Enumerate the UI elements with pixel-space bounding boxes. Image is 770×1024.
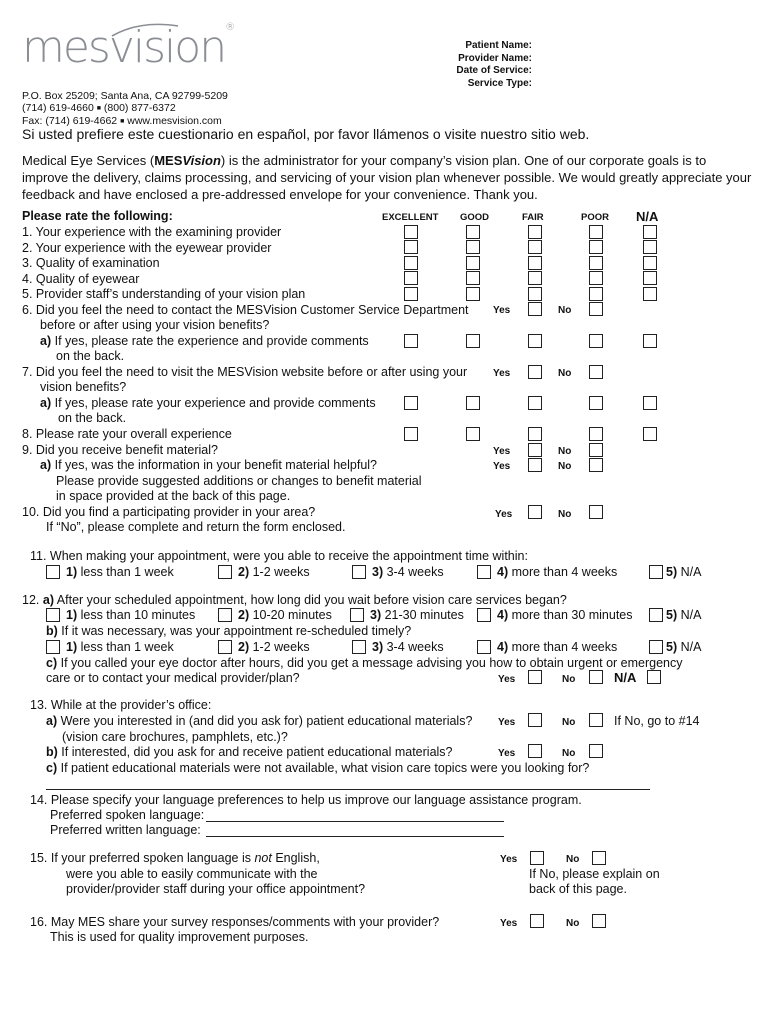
q12c-na-checkbox[interactable] [647, 670, 661, 684]
question-9: 9. Did you receive benefit material? [22, 443, 218, 457]
q8-excellent-checkbox[interactable] [404, 427, 418, 441]
q6-yes-label: Yes [493, 305, 511, 316]
column-excellent: EXCELLENT [382, 212, 439, 223]
question-11: 11. When making your appointment, were you able to receive the appointment time within: [30, 549, 528, 563]
q15-no-checkbox[interactable] [592, 851, 606, 865]
q2-good-checkbox[interactable] [466, 240, 480, 254]
question-16-line2: This is used for quality improvement purposes. [50, 930, 309, 944]
q8-poor-checkbox[interactable] [589, 427, 603, 441]
spanish-note: Si usted prefiere este cuestionario en español, por favor llámenos o visite nuestro sitio web. [22, 126, 590, 142]
q13a-no-label: No [562, 717, 576, 728]
question-10-line2: If “No”, please complete and return the form enclosed. [46, 520, 346, 534]
question-3: 3. Quality of examination [22, 256, 160, 270]
q3-fair-checkbox[interactable] [528, 256, 542, 270]
q7a-fair-checkbox[interactable] [528, 396, 542, 410]
q13b-yes-label: Yes [498, 748, 516, 759]
question-13b: b) If interested, did you ask for and receive patient educational materials? [46, 745, 453, 759]
q10-yes-checkbox[interactable] [528, 505, 542, 519]
q9-yes-label: Yes [493, 446, 511, 457]
q4-poor-checkbox[interactable] [589, 271, 603, 285]
q9a-yes-checkbox[interactable] [528, 458, 542, 472]
q4-good-checkbox[interactable] [466, 271, 480, 285]
q12b-opt3-label: 3) 3-4 weeks [372, 640, 444, 654]
question-15: 15. If your preferred spoken language is not English, [30, 851, 320, 865]
q12a-opt3-checkbox[interactable] [350, 608, 364, 622]
patient-name-label: Patient Name: [465, 40, 532, 51]
q6a-na-checkbox[interactable] [643, 334, 657, 348]
q2-excellent-checkbox[interactable] [404, 240, 418, 254]
q12b-opt3-checkbox[interactable] [352, 640, 366, 654]
q6a-good-checkbox[interactable] [466, 334, 480, 348]
q15-explain-note: If No, please explain on [529, 867, 660, 881]
address-line: P.O. Box 25209; Santa Ana, CA 92799-5209 [22, 90, 228, 102]
question-7: 7. Did you feel the need to visit the MESVision website before or after using your [22, 365, 468, 379]
q7-yes-label: Yes [493, 368, 511, 379]
q12b-opt5-checkbox[interactable] [649, 640, 663, 654]
q8-na-checkbox[interactable] [643, 427, 657, 441]
q9a-no-checkbox[interactable] [589, 458, 603, 472]
q9a-yes-label: Yes [493, 461, 511, 472]
question-1: 1. Your experience with the examining provider [22, 225, 282, 239]
q11-opt1-checkbox[interactable] [46, 565, 60, 579]
q12c-yes-label: Yes [498, 674, 516, 685]
question-6-line2: before or after using your vision benefits? [40, 318, 270, 332]
question-9a-line2: Please provide suggested additions or changes to benefit material [56, 474, 422, 488]
question-7-line2: vision benefits? [40, 380, 127, 394]
q12c-no-label: No [562, 674, 576, 685]
logo-swoosh-icon [110, 22, 180, 38]
q12a-opt5-checkbox[interactable] [649, 608, 663, 622]
q7-yes-checkbox[interactable] [528, 365, 542, 379]
date-of-service-label: Date of Service: [456, 65, 532, 76]
q12b-opt5-label: 5) N/A [666, 640, 702, 654]
question-10: 10. Did you find a participating provider in your area? [22, 505, 316, 519]
q13a-yes-checkbox[interactable] [528, 713, 542, 727]
q3-poor-checkbox[interactable] [589, 256, 603, 270]
q4-excellent-checkbox[interactable] [404, 271, 418, 285]
question-8: 8. Please rate your overall experience [22, 427, 232, 441]
question-16: 16. May MES share your survey responses/comments with your provider? [30, 915, 440, 929]
question-13a-line2: (vision care brochures, pamphlets, etc.)? [62, 730, 288, 744]
q6a-excellent-checkbox[interactable] [404, 334, 418, 348]
q12a-opt2-checkbox[interactable] [218, 608, 232, 622]
q7-no-checkbox[interactable] [589, 365, 603, 379]
question-14: 14. Please specify your language preferences to help us improve our language assistance program. [30, 793, 582, 807]
q8-good-checkbox[interactable] [466, 427, 480, 441]
q7a-poor-checkbox[interactable] [589, 396, 603, 410]
q12b-opt2-checkbox[interactable] [218, 640, 232, 654]
q9-no-label: No [558, 446, 572, 457]
intro-paragraph: Medical Eye Services (MESVision) is the administrator for your company’s vision plan. One of our corporate goals is to improve the delivery, claims processing, and servicing of your vision plan whenever possible. We would greatly appreciate your feedback and have enclosed a pre-addressed envelope for your convenience. Thank you. [22, 153, 752, 202]
q1-na-checkbox[interactable] [643, 225, 657, 239]
q12a-opt2-label: 2) 10-20 minutes [238, 608, 332, 622]
question-5: 5. Provider staff’s understanding of your vision plan [22, 287, 306, 301]
q11-opt5-label: 5) N/A [666, 565, 702, 579]
q11-opt1-label: 1) less than 1 week [66, 565, 174, 579]
q12b-opt4-label: 4) more than 4 weeks [497, 640, 618, 654]
q6a-fair-checkbox[interactable] [528, 334, 542, 348]
rating-heading: Please rate the following: [22, 209, 173, 223]
q9-no-checkbox[interactable] [589, 443, 603, 457]
question-12c-line2: care or to contact your medical provider/plan? [46, 671, 300, 685]
written-language-field[interactable] [206, 836, 504, 837]
column-poor: POOR [581, 212, 609, 223]
q12b-opt2-label: 2) 1-2 weeks [238, 640, 310, 654]
q9-yes-checkbox[interactable] [528, 443, 542, 457]
q16-yes-label: Yes [500, 918, 518, 929]
q2-fair-checkbox[interactable] [528, 240, 542, 254]
q12b-opt1-label: 1) less than 1 week [66, 640, 174, 654]
q13b-no-label: No [562, 748, 576, 759]
q2-na-checkbox[interactable] [643, 240, 657, 254]
q12a-opt5-label: 5) N/A [666, 608, 702, 622]
q10-no-label: No [558, 509, 572, 520]
q13b-yes-checkbox[interactable] [528, 744, 542, 758]
q4-na-checkbox[interactable] [643, 271, 657, 285]
question-12b: b) If it was necessary, was your appointment re-scheduled timely? [46, 624, 412, 638]
question-12c: c) If you called your eye doctor after hours, did you get a message advising you how to obtain urgent or emergency [46, 656, 683, 670]
q7a-good-checkbox[interactable] [466, 396, 480, 410]
q9a-no-label: No [558, 461, 572, 472]
q6-no-checkbox[interactable] [589, 302, 603, 316]
q6-no-label: No [558, 305, 572, 316]
spoken-language-label: Preferred spoken language: [50, 808, 205, 822]
question-15-line3: provider/provider staff during your office appointment? [66, 882, 366, 896]
question-13c: c) If patient educational materials were not available, what vision care topics were you looking for? [46, 761, 590, 775]
question-9a: a) If yes, was the information in your benefit material helpful? [40, 458, 377, 472]
q2-poor-checkbox[interactable] [589, 240, 603, 254]
question-2: 2. Your experience with the eyewear provider [22, 241, 272, 255]
q13a-yes-label: Yes [498, 717, 516, 728]
q13a-no-checkbox[interactable] [589, 713, 603, 727]
q15-yes-checkbox[interactable] [530, 851, 544, 865]
q16-no-label: No [566, 918, 580, 929]
square-bullet-icon: ■ [96, 105, 101, 112]
q12a-opt3-label: 3) 21-30 minutes [370, 608, 464, 622]
q11-opt4-label: 4) more than 4 weeks [497, 565, 618, 579]
q10-yes-label: Yes [495, 509, 513, 520]
q10-no-checkbox[interactable] [589, 505, 603, 519]
q11-opt5-checkbox[interactable] [649, 565, 663, 579]
q3-na-checkbox[interactable] [643, 256, 657, 270]
address-block [22, 90, 228, 128]
q1-poor-checkbox[interactable] [589, 225, 603, 239]
q11-opt2-checkbox[interactable] [218, 565, 232, 579]
q5-excellent-checkbox[interactable] [404, 287, 418, 301]
q11-opt3-checkbox[interactable] [352, 565, 366, 579]
q12c-yes-checkbox[interactable] [528, 670, 542, 684]
q13c-answer-line[interactable] [46, 789, 650, 790]
service-type-label: Service Type: [467, 77, 532, 89]
question-7a-line2: on the back. [58, 411, 127, 425]
q6-yes-checkbox[interactable] [528, 302, 542, 316]
mesvision-logo: mesvision® [22, 22, 236, 73]
q15-no-label: No [566, 854, 580, 865]
q6a-poor-checkbox[interactable] [589, 334, 603, 348]
q15-yes-label: Yes [500, 854, 518, 865]
q11-opt4-checkbox[interactable] [477, 565, 491, 579]
question-6a: a) If yes, please rate the experience and provide comments [40, 334, 369, 348]
column-na: N/A [636, 209, 659, 224]
question-12a: 12. a) After your scheduled appointment, how long did you wait before vision care services began? [22, 593, 567, 607]
q1-good-checkbox[interactable] [466, 225, 480, 239]
q5-good-checkbox[interactable] [466, 287, 480, 301]
q7-no-label: No [558, 368, 572, 379]
written-language-label: Preferred written language: [50, 823, 201, 837]
q13a-skip-note: If No, go to #14 [614, 714, 700, 728]
q5-na-checkbox[interactable] [643, 287, 657, 301]
q8-fair-checkbox[interactable] [528, 427, 542, 441]
q12b-opt4-checkbox[interactable] [477, 640, 491, 654]
question-7a: a) If yes, please rate your experience and provide comments [40, 396, 376, 410]
question-4: 4. Quality of eyewear [22, 272, 140, 286]
q16-yes-checkbox[interactable] [530, 914, 544, 928]
question-6a-line2: on the back. [56, 349, 125, 363]
q1-fair-checkbox[interactable] [528, 225, 542, 239]
square-bullet-icon: ■ [120, 118, 125, 125]
q12a-opt1-checkbox[interactable] [46, 608, 60, 622]
q12a-opt4-label: 4) more than 30 minutes [497, 608, 633, 622]
q11-opt3-label: 3) 3-4 weeks [372, 565, 444, 579]
provider-name-label: Provider Name: [458, 52, 532, 64]
q16-no-checkbox[interactable] [592, 914, 606, 928]
spoken-language-field[interactable] [206, 821, 504, 822]
q11-opt2-label: 2) 1-2 weeks [238, 565, 310, 579]
question-9a-line3: in space provided at the back of this page. [56, 489, 291, 503]
question-13: 13. While at the provider’s office: [30, 698, 212, 712]
q1-excellent-checkbox[interactable] [404, 225, 418, 239]
q5-poor-checkbox[interactable] [589, 287, 603, 301]
q5-fair-checkbox[interactable] [528, 287, 542, 301]
q3-excellent-checkbox[interactable] [404, 256, 418, 270]
q12c-no-checkbox[interactable] [589, 670, 603, 684]
question-15-line2: were you able to easily communicate with the [66, 867, 318, 881]
question-13a: a) Were you interested in (and did you ask for) patient educational materials? [46, 714, 473, 728]
q7a-excellent-checkbox[interactable] [404, 396, 418, 410]
q12b-opt1-checkbox[interactable] [46, 640, 60, 654]
fax-line: Fax: (714) 619-4662 ■ www.mesvision.com [22, 115, 222, 127]
phone-line: (714) 619-4660 ■ (800) 877-6372 [22, 102, 176, 114]
patient-info-block [456, 40, 532, 90]
q12a-opt4-checkbox[interactable] [477, 608, 491, 622]
q4-fair-checkbox[interactable] [528, 271, 542, 285]
column-fair: FAIR [522, 212, 544, 223]
q13b-no-checkbox[interactable] [589, 744, 603, 758]
q7a-na-checkbox[interactable] [643, 396, 657, 410]
q15-explain-note-line2: back of this page. [529, 882, 627, 896]
q12a-opt1-label: 1) less than 10 minutes [66, 608, 196, 622]
question-6: 6. Did you feel the need to contact the MESVision Customer Service Department [22, 303, 469, 317]
q3-good-checkbox[interactable] [466, 256, 480, 270]
column-good: GOOD [460, 212, 490, 223]
q12c-na-label: N/A [614, 670, 637, 685]
